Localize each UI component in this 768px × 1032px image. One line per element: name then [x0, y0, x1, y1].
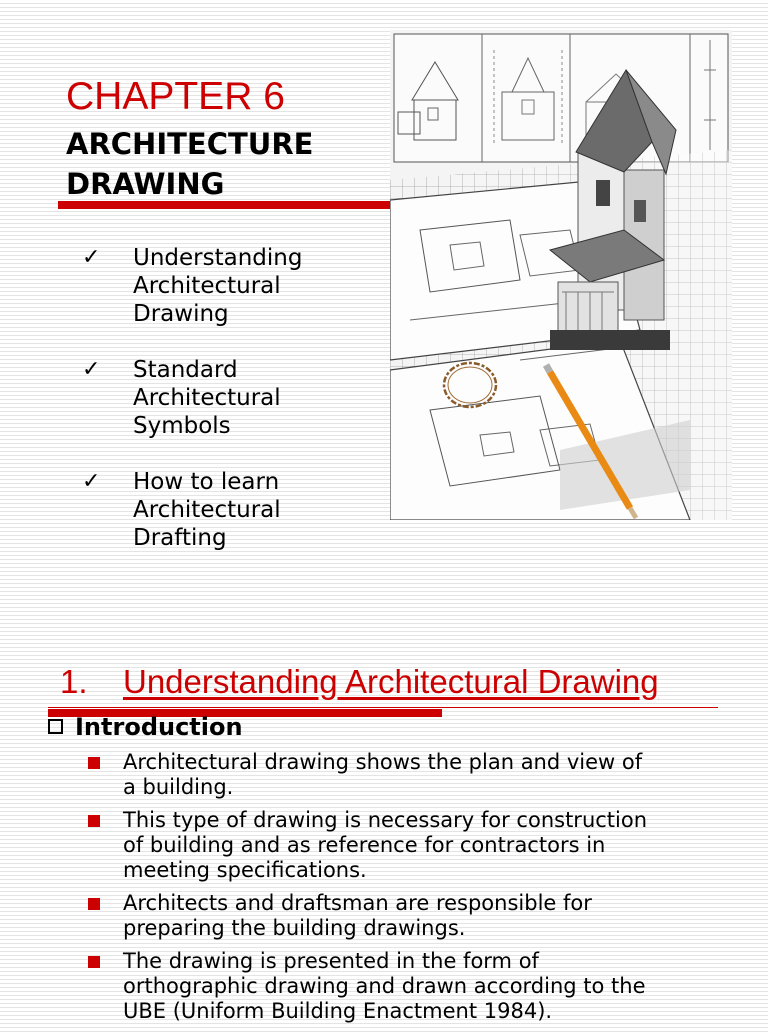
square-bullet-icon [88, 898, 100, 910]
bullet-line: This type of drawing is necessary for construction [123, 808, 648, 832]
square-bullet-icon [88, 956, 100, 968]
bullet-line: The drawing is presented in the form of [123, 949, 539, 973]
bullet-item [88, 750, 728, 800]
subtitle-line-1: ARCHITECTURE [66, 127, 314, 161]
checklist-line: Drawing [133, 301, 229, 327]
intro-bullet-list [88, 750, 728, 1032]
checklist-line: Understanding [133, 245, 303, 271]
checklist-line: How to learn [133, 469, 280, 495]
checklist-item [82, 468, 363, 552]
subtitle-line-2: DRAWING [66, 167, 225, 201]
checklist-line: Architectural [133, 273, 281, 299]
hollow-square-bullet-icon [48, 719, 63, 734]
bullet-line: a building. [123, 775, 234, 799]
intro-heading [48, 711, 243, 743]
bullet-line: Architectural drawing shows the plan and view of [123, 750, 643, 774]
check-icon: ✓ [82, 245, 101, 270]
chapter-subtitle [66, 124, 313, 204]
bullet-item [88, 891, 728, 941]
checklist-line: Symbols [133, 413, 231, 439]
bullet-line: UBE (Uniform Building Enactment 1984). [123, 999, 553, 1023]
bullet-line: preparing the building drawings. [123, 916, 466, 940]
topic-checklist [82, 244, 363, 580]
chapter-title: CHAPTER 6 [66, 75, 285, 118]
checklist-item [82, 244, 363, 328]
bullet-line: of building and as reference for contractors in [123, 833, 606, 857]
checklist-line: Architectural [133, 385, 281, 411]
heading-rule-thin [48, 707, 718, 708]
checklist-line: Standard [133, 357, 238, 383]
checklist-item [82, 356, 363, 440]
bullet-line: Architects and draftsman are responsible for [123, 891, 592, 915]
bullet-item [88, 949, 728, 1024]
checklist-line: Architectural [133, 497, 281, 523]
bullet-item [88, 808, 728, 883]
house-blueprint-illustration [390, 30, 732, 520]
square-bullet-icon [88, 815, 100, 827]
section-heading [60, 660, 659, 704]
check-icon: ✓ [82, 469, 101, 494]
square-bullet-icon [88, 757, 100, 769]
bullet-line: meeting specifications. [123, 858, 367, 882]
section-number: 1. [60, 663, 88, 700]
section-title: Understanding Architectural Drawing [123, 663, 659, 700]
checklist-line: Drafting [133, 525, 227, 551]
title-underline [58, 201, 390, 209]
intro-label: Introduction [75, 713, 243, 741]
check-icon: ✓ [82, 357, 101, 382]
bullet-line: orthographic drawing and drawn according to the [123, 974, 646, 998]
